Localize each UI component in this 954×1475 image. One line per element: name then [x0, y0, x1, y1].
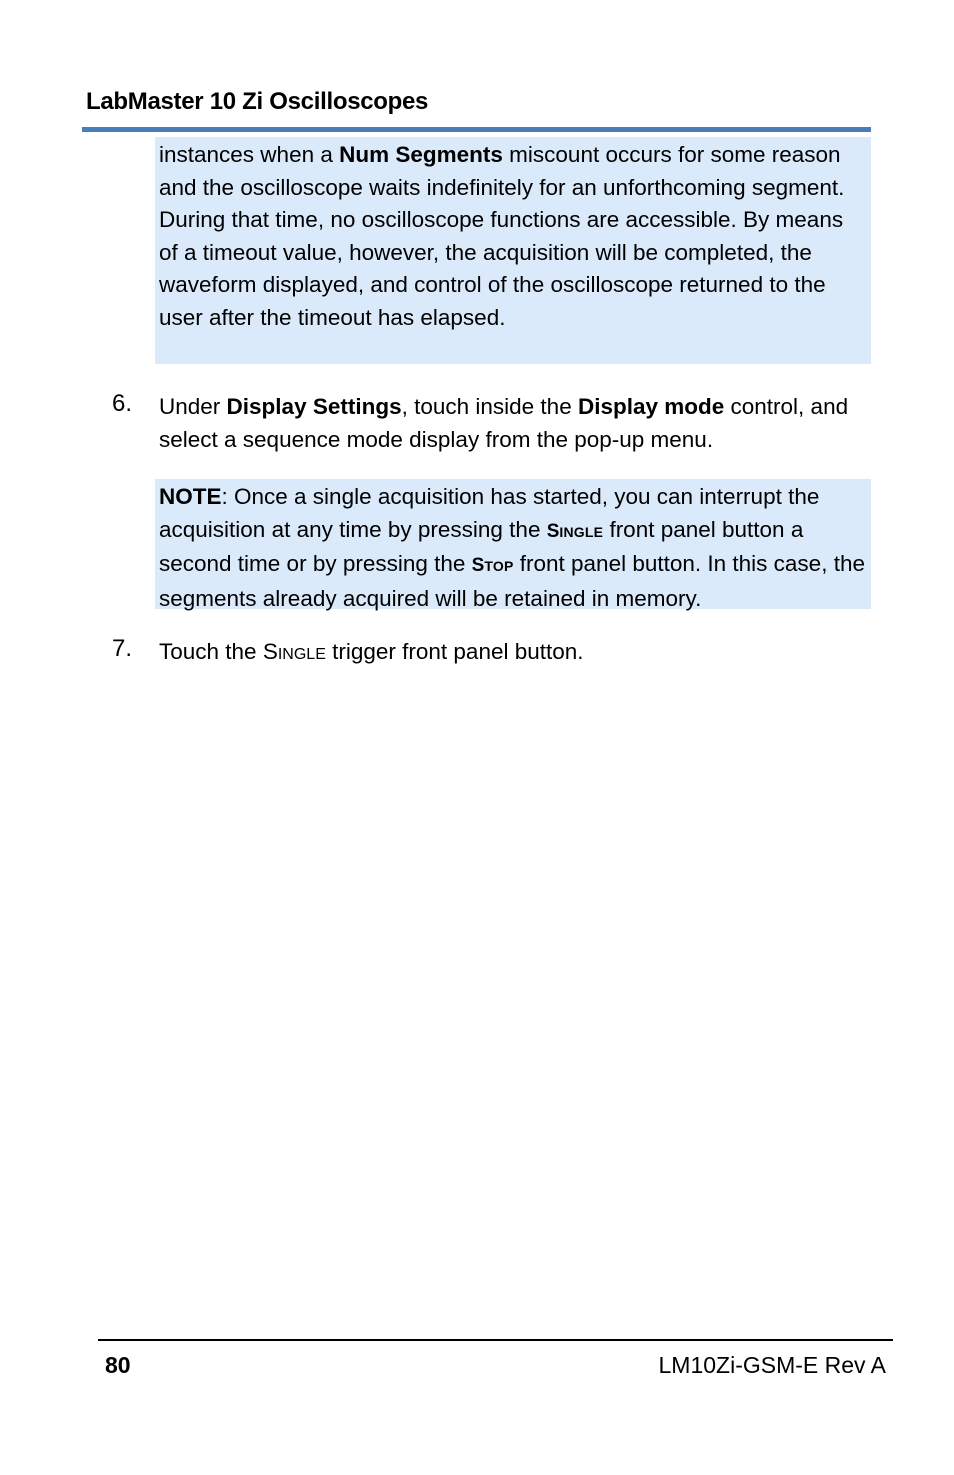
note-label: NOTE — [159, 484, 222, 509]
note-text: : Once a single acquisition has started, you can interrupt the acquisition at any time by pressing the — [159, 484, 820, 542]
header-rule — [82, 127, 871, 132]
step-text-part: trigger front panel button. — [325, 639, 584, 664]
running-header-title: LabMaster 10 Zi Oscilloscopes — [86, 88, 429, 115]
step-text-part: Touch the — [159, 639, 263, 664]
note-text: front panel button a second time or by pressing the — [159, 516, 804, 576]
note-text: instances when a — [159, 142, 340, 167]
term-display-settings: Display Settings — [226, 394, 402, 419]
note-text: front panel button. In this case, the segments already acquired will be retained in memory. — [159, 551, 865, 611]
note-box-continued — [155, 137, 871, 364]
term-num-segments: Num Segments — [339, 142, 503, 167]
document-id: LM10Zi-GSM-E Rev A — [658, 1352, 886, 1378]
step-number: 6. — [112, 390, 133, 417]
step-text-part: control, and select a sequence mode display from the pop-up menu. — [159, 394, 849, 452]
note-text: miscount occurs for some reason and the oscilloscope waits indefinitely for an unforthcoming segment. During that time, no oscilloscope functions are accessible. By means of a timeout value, however, the acquisition will be completed, the waveform displayed, and control of the oscilloscope returned to the user after the timeout has elapsed. — [159, 142, 845, 330]
step-text-part: Under — [159, 394, 227, 419]
step-text-part: , touch inside the — [401, 394, 578, 419]
page-number: 80 — [105, 1352, 131, 1378]
step-text — [159, 636, 879, 672]
button-name-single: SINGLE — [262, 639, 326, 664]
note-box — [155, 479, 871, 609]
term-display-mode: Display mode — [577, 394, 725, 419]
step-number: 7. — [112, 635, 133, 662]
button-name-stop: STOP — [471, 555, 514, 576]
step-text — [159, 391, 879, 456]
button-name-single: SINGLE — [546, 520, 604, 542]
footer-rule — [98, 1339, 893, 1341]
